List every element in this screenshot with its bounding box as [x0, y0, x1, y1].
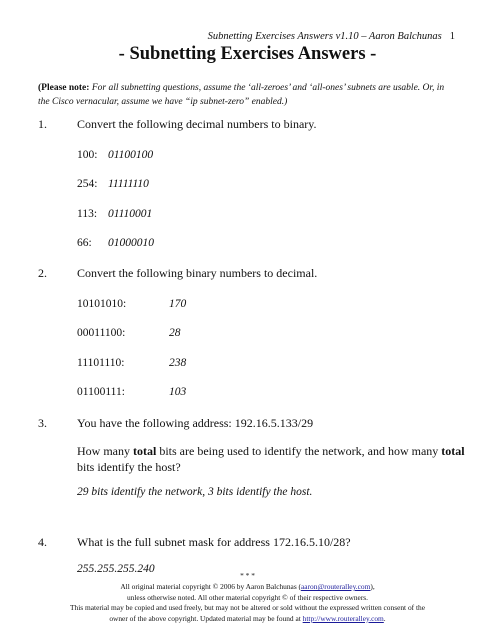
note-text: For all subnetting questions, assume the ‘all-zeroes’ and ‘all-ones’ subnets are usable. Or, in the Cisco vernacular, assume we have “ip subnet-zero” enabled.)	[38, 83, 445, 107]
question-number: 1.	[38, 117, 47, 131]
binary-value: 11101110:	[77, 357, 125, 369]
binary-answer: 01100100	[108, 149, 154, 161]
note-paragraph	[38, 81, 458, 109]
question-number: 2.	[38, 266, 47, 280]
question-text: You have the following address: 192.16.5.133/29	[77, 416, 314, 430]
decimal-answer: 170	[169, 298, 187, 310]
decimal-answer: 28	[169, 327, 181, 339]
binary-answer: 01000010	[108, 237, 154, 249]
question-text: Convert the following decimal numbers to binary.	[77, 117, 317, 131]
page-title: - Subnetting Exercises Answers -	[118, 44, 377, 64]
question-3	[38, 416, 313, 431]
footer-copyright: All original material copyright © 2006 by Aaron Balchunas (aaron@routeralley.com),	[120, 582, 375, 591]
website-link[interactable]: http://www.routeralley.com	[302, 613, 384, 623]
q3-answer: 29 bits identify the network, 3 bits identify the host.	[77, 486, 313, 498]
q3-prompt: How many total bits are being used to identify the network, and how many total bits identify the host?	[77, 444, 465, 474]
q1-answer-row	[77, 149, 153, 161]
footer-line-2: unless otherwise noted. All other material copyright © of their respective owners.	[126, 592, 369, 602]
emphasis-total: total	[133, 444, 157, 458]
decimal-value: 66:	[77, 237, 92, 249]
binary-value: 10101010:	[77, 298, 127, 310]
q1-answer-row	[77, 237, 154, 249]
question-number: 4.	[38, 535, 47, 549]
decimal-answer: 103	[169, 386, 187, 398]
q1-answer-row	[77, 208, 152, 220]
decimal-answer: 238	[169, 357, 187, 369]
question-1	[38, 117, 317, 132]
q2-answer-row	[77, 327, 181, 339]
q4-answer: 255.255.255.240	[77, 563, 155, 575]
question-number: 3.	[38, 416, 47, 430]
question-2	[38, 266, 317, 281]
binary-answer: 01110001	[108, 208, 153, 220]
q2-answer-row	[77, 357, 186, 369]
note-label: (Please note:	[38, 83, 90, 93]
page-number: 1	[449, 31, 455, 42]
question-4	[38, 535, 351, 550]
footer-line-4: owner of the above copyright. Updated material may be found at http://www.routeralley.com.	[109, 613, 386, 623]
emphasis-total: total	[441, 444, 465, 458]
footer-stars: * * *	[240, 571, 255, 580]
q2-answer-row	[77, 298, 186, 310]
question-text: Convert the following binary numbers to decimal.	[77, 266, 318, 280]
binary-value: 00011100:	[77, 327, 126, 339]
footer-line-3: This material may be copied and used freely, but may not be altered or sold without the expressed written consent of the	[70, 603, 425, 612]
question-text: What is the full subnet mask for address 172.16.5.10/28?	[77, 535, 351, 549]
decimal-value: 113:	[77, 208, 98, 220]
binary-value: 01100111:	[77, 386, 125, 398]
email-link[interactable]: aaron@routeralley.com	[301, 582, 371, 591]
q2-answer-row	[77, 386, 186, 398]
running-title: Subnetting Exercises Answers v1.10 – Aaron Balchunas	[207, 31, 442, 42]
binary-answer: 11111110	[108, 178, 149, 190]
q1-answer-row	[77, 178, 149, 190]
decimal-value: 254:	[77, 178, 98, 190]
decimal-value: 100:	[77, 149, 98, 161]
running-header	[208, 31, 455, 42]
